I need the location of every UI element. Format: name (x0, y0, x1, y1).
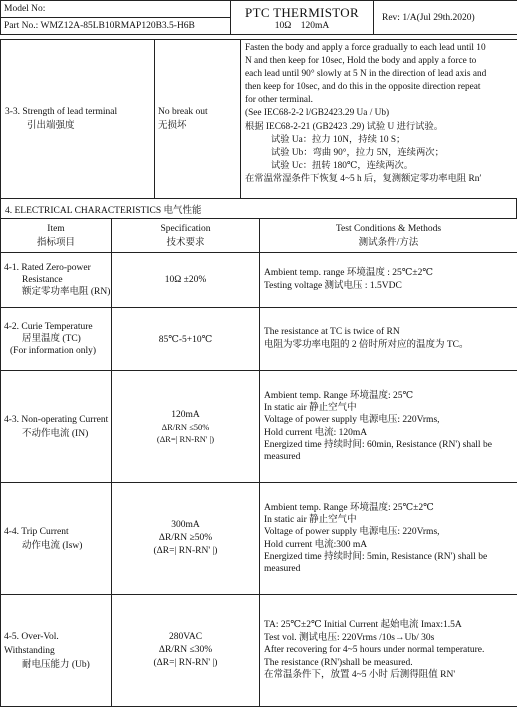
lead-condition-line: each lead until 90° slowly at 5 N in the direction of lead axis and (245, 69, 487, 80)
item-line: 4-4. Trip Current (4, 526, 69, 537)
section-title-table (0, 198, 517, 219)
table-row (1, 308, 517, 371)
item-line: (For information only) (10, 346, 97, 356)
condition-cell (260, 483, 517, 595)
item-line: 不动作电流 (IN) (22, 428, 89, 439)
electrical-table (0, 218, 517, 707)
item-line: Resistance (22, 275, 63, 285)
lead-strength-table (0, 39, 517, 199)
table-row (1, 595, 517, 707)
item-line: 耐电压能力 (Ub) (22, 659, 90, 670)
item-cell (1, 483, 112, 595)
condition-line: In static air 静止空气中 (264, 515, 357, 526)
spec-line: ΔR/RN ≥50% (158, 533, 213, 543)
lead-condition-cell (241, 40, 517, 199)
condition-line: The resistance at TC is twice of RN (264, 327, 400, 337)
spec-line: (ΔR=| RN-RN' |) (153, 658, 218, 668)
spec-line: 10Ω ±20% (164, 275, 207, 285)
part-number-cell: Part No.: WMZ12A-85LB10RMAP120B3.5-H6B (1, 18, 231, 35)
lead-condition-line: N and then keep for 10sec, Hold the body and apply a force to (245, 56, 477, 67)
lead-spec-cn: 无损坏 (158, 121, 187, 131)
header-table (0, 0, 517, 35)
condition-header-cn: 测试条件/方法 (358, 237, 419, 248)
condition-line: Voltage of power supply 电源电压: 220Vrms, (264, 527, 440, 538)
condition-line: The resistance (RN')shall be measured. (264, 657, 413, 668)
spec-cell (112, 483, 260, 595)
item-line: 动作电流 (Isw) (22, 540, 83, 551)
spec-line: 300mA (171, 520, 200, 530)
column-header-row (1, 219, 517, 253)
item-line: 4-5. Over-Vol. Withstanding (4, 631, 59, 656)
condition-cell (260, 595, 517, 707)
lead-item-cn: 引出端强度 (27, 121, 75, 131)
table-row (1, 483, 517, 595)
condition-line: measured (264, 563, 301, 574)
item-line: 4-2. Curie Temperature (4, 322, 93, 332)
table-row (1, 371, 517, 483)
model-number-cell: Model No: (1, 1, 231, 18)
condition-line: Testing voltage 测试电压 : 1.5VDC (264, 281, 402, 291)
document-title: PTC THERMISTOR (245, 4, 359, 20)
condition-line: Energized time 持续时间: 5min, Resistance (RN') shall be (264, 551, 488, 562)
condition-cell (260, 371, 517, 483)
spec-line: ΔR/RN ≤50% (161, 421, 210, 432)
lead-condition-line: 根据 IEC68-2-21 (GB2423 .29) 试验 U 进行试验。 (245, 121, 444, 132)
condition-cell (260, 308, 517, 371)
spec-cell (112, 595, 260, 707)
condition-line: Ambient temp. Range 环境温度: 25℃ (264, 390, 414, 401)
document-title-cell (231, 1, 374, 35)
lead-condition-line: 在常温常湿条件下恢复 4~5 h 后，复测额定零功率电阻 Rn′ (245, 173, 482, 184)
section-title: 4. ELECTRICAL CHARACTERISTICS 电气性能 (1, 199, 517, 219)
spec-cell (112, 371, 260, 483)
spec-line: 120mA (171, 409, 200, 420)
item-header-en: Item (47, 223, 65, 234)
condition-line: After recovering for 4~5 hours under normal temperature. (264, 645, 485, 656)
lead-condition-line: Fasten the body and apply a force gradually to each lead until 10 (245, 43, 486, 53)
condition-cell (260, 253, 517, 308)
lead-condition-line: 试验 Ua：拉力 10N，持续 10 S； (271, 134, 406, 145)
spec-line: (ΔR=| RN-RN' |) (153, 546, 218, 556)
table-row (1, 253, 517, 308)
item-cell (1, 371, 112, 483)
item-cell (1, 595, 112, 707)
condition-line: Ambient temp. range 环境温度 : 25℃±2℃ (264, 268, 433, 278)
lead-item-cell (1, 40, 155, 199)
item-line: 4-1. Rated Zero-power (4, 263, 91, 273)
spec-line: 280VAC (168, 632, 203, 642)
condition-header-en: Test Conditions & Methods (335, 223, 442, 234)
lead-condition-line: (See IEC68-2-2 l/GB2423.29 Ua / Ub) (245, 108, 390, 119)
spec-line: (ΔR=| RN-RN' |) (156, 433, 215, 444)
column-header-spec (112, 219, 260, 253)
spec-cell (112, 253, 260, 308)
condition-line: Test vol. 测试电压: 220Vrms /10s→Ub/ 30s (264, 632, 435, 643)
spec-cell (112, 308, 260, 371)
item-cell (1, 308, 112, 371)
condition-line: Hold current 电流:300 mA (264, 539, 368, 550)
condition-line: 在常温条件下，放置 4~5 小时 后测得阻值 RN' (264, 670, 456, 681)
condition-line: Ambient temp. Range 环境温度: 25℃±2℃ (264, 502, 434, 513)
lead-condition-line: for other terminal. (245, 95, 313, 106)
document-subtitle: 10Ω 120mA (274, 20, 330, 31)
column-header-condition (260, 219, 517, 253)
spec-line: 85℃-5+10℃ (158, 334, 213, 345)
item-line: 额定零功率电阻 (RN) (22, 287, 111, 297)
condition-line: Voltage of power supply 电源电压: 220Vrms, (264, 415, 440, 426)
condition-line: 电阻为零功率电阻的 2 倍时所对应的温度为 TC。 (264, 340, 469, 350)
item-line: 4-3. Non-operating Current (4, 414, 109, 425)
condition-line: In static air 静止空气中 (264, 403, 357, 414)
lead-condition-line: then keep for 10sec, and do this in the opposite direction repeat (245, 82, 481, 93)
lead-spec-cell (155, 40, 241, 199)
condition-line: Energized time 持续时间: 60min, Resistance (RN') shall be (264, 439, 492, 450)
spec-line: ΔR/RN ≤30% (158, 645, 213, 655)
revision-cell: Rev: 1/A(Jul 29th.2020) (374, 1, 517, 35)
condition-line: measured (264, 451, 301, 462)
lead-item-en: 3-3. Strength of lead terminal (5, 107, 118, 117)
lead-spec-en: No break out (158, 107, 208, 117)
lead-condition-line: 试验 Ub：弯曲 90°，拉力 5N，连续两次； (271, 147, 444, 158)
spec-header-en: Specification (160, 223, 211, 234)
spec-header-cn: 技术要求 (166, 237, 205, 248)
item-cell (1, 253, 112, 308)
lead-condition-line: 试验 Uc：扭转 180℃，连续两次。 (271, 160, 414, 171)
condition-line: Hold current 电流: 120mA (264, 427, 368, 438)
item-header-cn: 指标项目 (36, 237, 75, 248)
condition-line: TA: 25℃±2℃ Initial Current 起始电流 Imax:1.5A (264, 620, 462, 631)
item-line: 居里温度 (TC) (22, 334, 81, 344)
column-header-item (1, 219, 112, 253)
